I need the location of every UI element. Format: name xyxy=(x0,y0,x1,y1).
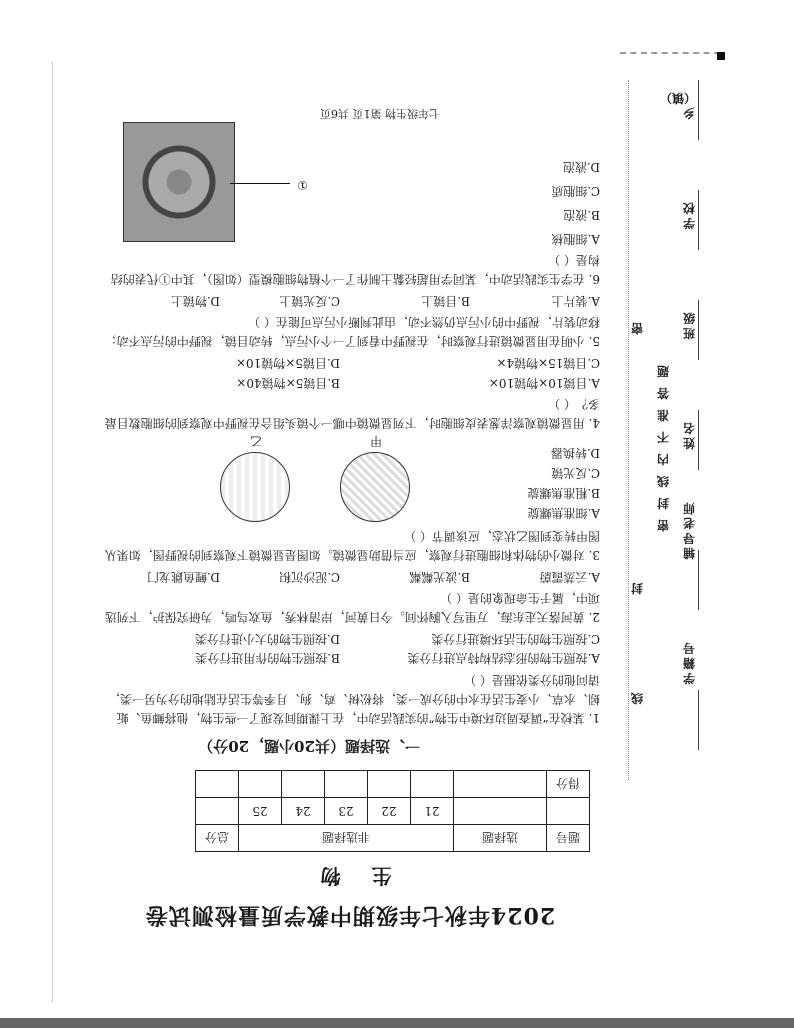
score-header-nonchoice: 非选择题 xyxy=(239,825,454,852)
marker-1: ① xyxy=(297,178,308,192)
q1-option-b: B.按照生物的作用进行分类 xyxy=(195,651,340,665)
score-cell xyxy=(454,771,547,798)
q5-option-a: A.装片上 xyxy=(551,294,600,308)
score-qnum: 21 xyxy=(411,798,454,825)
strip-dotted-line xyxy=(628,80,629,780)
score-qnum: 25 xyxy=(239,798,282,825)
pointer-line xyxy=(230,183,290,184)
score-header-label: 题号 xyxy=(547,825,590,852)
q3-option-c: C.反光镜 xyxy=(551,466,600,480)
score-cell xyxy=(282,771,325,798)
scan-margin-top xyxy=(0,0,794,60)
score-cell xyxy=(239,771,282,798)
score-cell xyxy=(325,771,368,798)
score-qnum-blank xyxy=(547,798,590,825)
question-6: 6. 在学生实践活动中，某同学用超轻黏土制作了一个植物细胞模型（如图），其中①代表的结构是（ ） xyxy=(110,253,600,286)
score-qnum: 23 xyxy=(325,798,368,825)
upside-down-exam-content xyxy=(55,62,620,962)
q2-option-c: C.泥沙沉积 xyxy=(279,570,340,584)
field-school-line xyxy=(698,190,699,250)
field-tutor-line xyxy=(698,550,699,610)
field-student-id-line xyxy=(698,690,699,750)
question-2: 2. 黄河落天走东海，万里写入胸怀间。今日黄河，岸清林秀，鱼欢鸟鸣，为研究保护，下列选项中，属于生命现象的是（ ） xyxy=(104,591,600,624)
q3-option-b: B.粗准焦螺旋 xyxy=(527,486,600,500)
q3-option-d: D.转换器 xyxy=(550,446,600,460)
q1-option-c: C.按照生物的生活环境进行分类 xyxy=(431,632,600,646)
q6-option-c: C.细胞质 xyxy=(551,184,600,198)
field-school: 学校 xyxy=(683,201,696,230)
field-name-line xyxy=(698,410,699,470)
scan-dash-line xyxy=(620,52,720,54)
score-table xyxy=(195,770,590,852)
seal-warning-text: 密 封 线 内 不 准 答 题 xyxy=(657,364,670,532)
page-footer: 七年级生物 第1页 共6页 xyxy=(320,107,440,120)
field-student-id: 学籍号 xyxy=(683,641,696,685)
field-town-line xyxy=(698,80,699,140)
question-5: 5. 小明在用显微镜进行观察时，在视野中看到了一个小污点，转动目镜，视野中的污点不动；移动装片，视野中的小污点仍然不动，由此判断小污点可能在（ ） xyxy=(104,315,600,348)
q6-option-b: B.液泡 xyxy=(563,208,600,222)
seal-mark-xian: 线 xyxy=(631,691,644,705)
q4-option-d: D.目镜5×物镜10× xyxy=(235,356,340,370)
field-class-line xyxy=(698,300,699,360)
scan-margin-bottom xyxy=(0,1018,794,1028)
q6-option-a: A.细胞核 xyxy=(551,232,600,246)
q4-option-c: C.目镜15×物镜4× xyxy=(496,356,600,370)
score-header-choice: 选择题 xyxy=(454,825,547,852)
field-tutor: 辅导老师 xyxy=(683,501,696,560)
score-cell xyxy=(411,771,454,798)
q5-option-b: B.目镜上 xyxy=(421,294,470,308)
score-qnum: 22 xyxy=(368,798,411,825)
field-name: 姓名 xyxy=(683,421,696,450)
score-total-blank xyxy=(196,798,239,825)
q4-option-b: B.目镜5×物镜40× xyxy=(236,376,340,390)
score-cell xyxy=(196,771,239,798)
microscope-view-yi xyxy=(220,452,290,522)
q6-option-d: D.液泡 xyxy=(562,160,600,174)
field-town: 乡（镇） xyxy=(659,91,696,120)
section-title: 一、选择题（共20小题，20分） xyxy=(198,737,420,755)
q4-option-a: A.目镜10×物镜10× xyxy=(488,376,600,390)
cell-model-photo xyxy=(123,122,235,242)
seal-mark-mi: 密 xyxy=(631,321,644,335)
q2-option-a: A.云蒸霞蔚 xyxy=(539,570,600,584)
q2-option-d: D.鲤鱼跳龙门 xyxy=(146,570,220,584)
question-1: 1. 某校在“调查周边环境中生物”的实践活动中，在上课期间发现了一些生物，他将鲫鱼、蚯蚓、水草、小麦生活在水中的分成一类，将松树、鸡、狗、月季等生活在陆地的分为另一类，请问他的分类依据是（ ） xyxy=(107,673,600,725)
score-cell xyxy=(368,771,411,798)
q5-option-c: C.反光镜上 xyxy=(279,294,340,308)
q3-option-a: A.细准焦螺旋 xyxy=(527,506,600,520)
question-4: 4. 用显微镜观察洋葱表皮细胞时，下列显微镜中哪一个镜头组合在视野中观察到的细胞数目最多？（ ） xyxy=(104,397,600,430)
score-row-label: 得分 xyxy=(547,771,590,798)
scan-dot xyxy=(717,52,725,60)
q1-option-d: D.按照生物的大小进行分类 xyxy=(194,632,340,646)
q2-option-b: B.波光粼粼 xyxy=(409,570,470,584)
label-jia: 甲 xyxy=(369,434,382,448)
seal-mark-feng: 封 xyxy=(631,581,644,595)
exam-title: 2024年秋七年级期中教学质量检测试卷 xyxy=(144,902,556,928)
field-class: 班级 xyxy=(683,311,696,340)
q5-option-d: D.物镜上 xyxy=(170,294,220,308)
exam-subject: 生 物 xyxy=(308,864,392,888)
label-yi: 乙 xyxy=(249,434,262,448)
score-qnum-blank2 xyxy=(454,798,547,825)
question-3: 3. 对微小的物体和细胞进行观察，应当借助显微镜。如图是显微镜下观察到的视野图，如果从图甲转变到图乙状态，应该调节（ ） xyxy=(104,529,600,562)
q1-option-a: A.按照生物的形态结构特点进行分类 xyxy=(407,651,600,665)
microscope-view-jia xyxy=(340,452,410,522)
score-header-total: 总分 xyxy=(196,825,239,852)
score-qnum: 24 xyxy=(282,798,325,825)
